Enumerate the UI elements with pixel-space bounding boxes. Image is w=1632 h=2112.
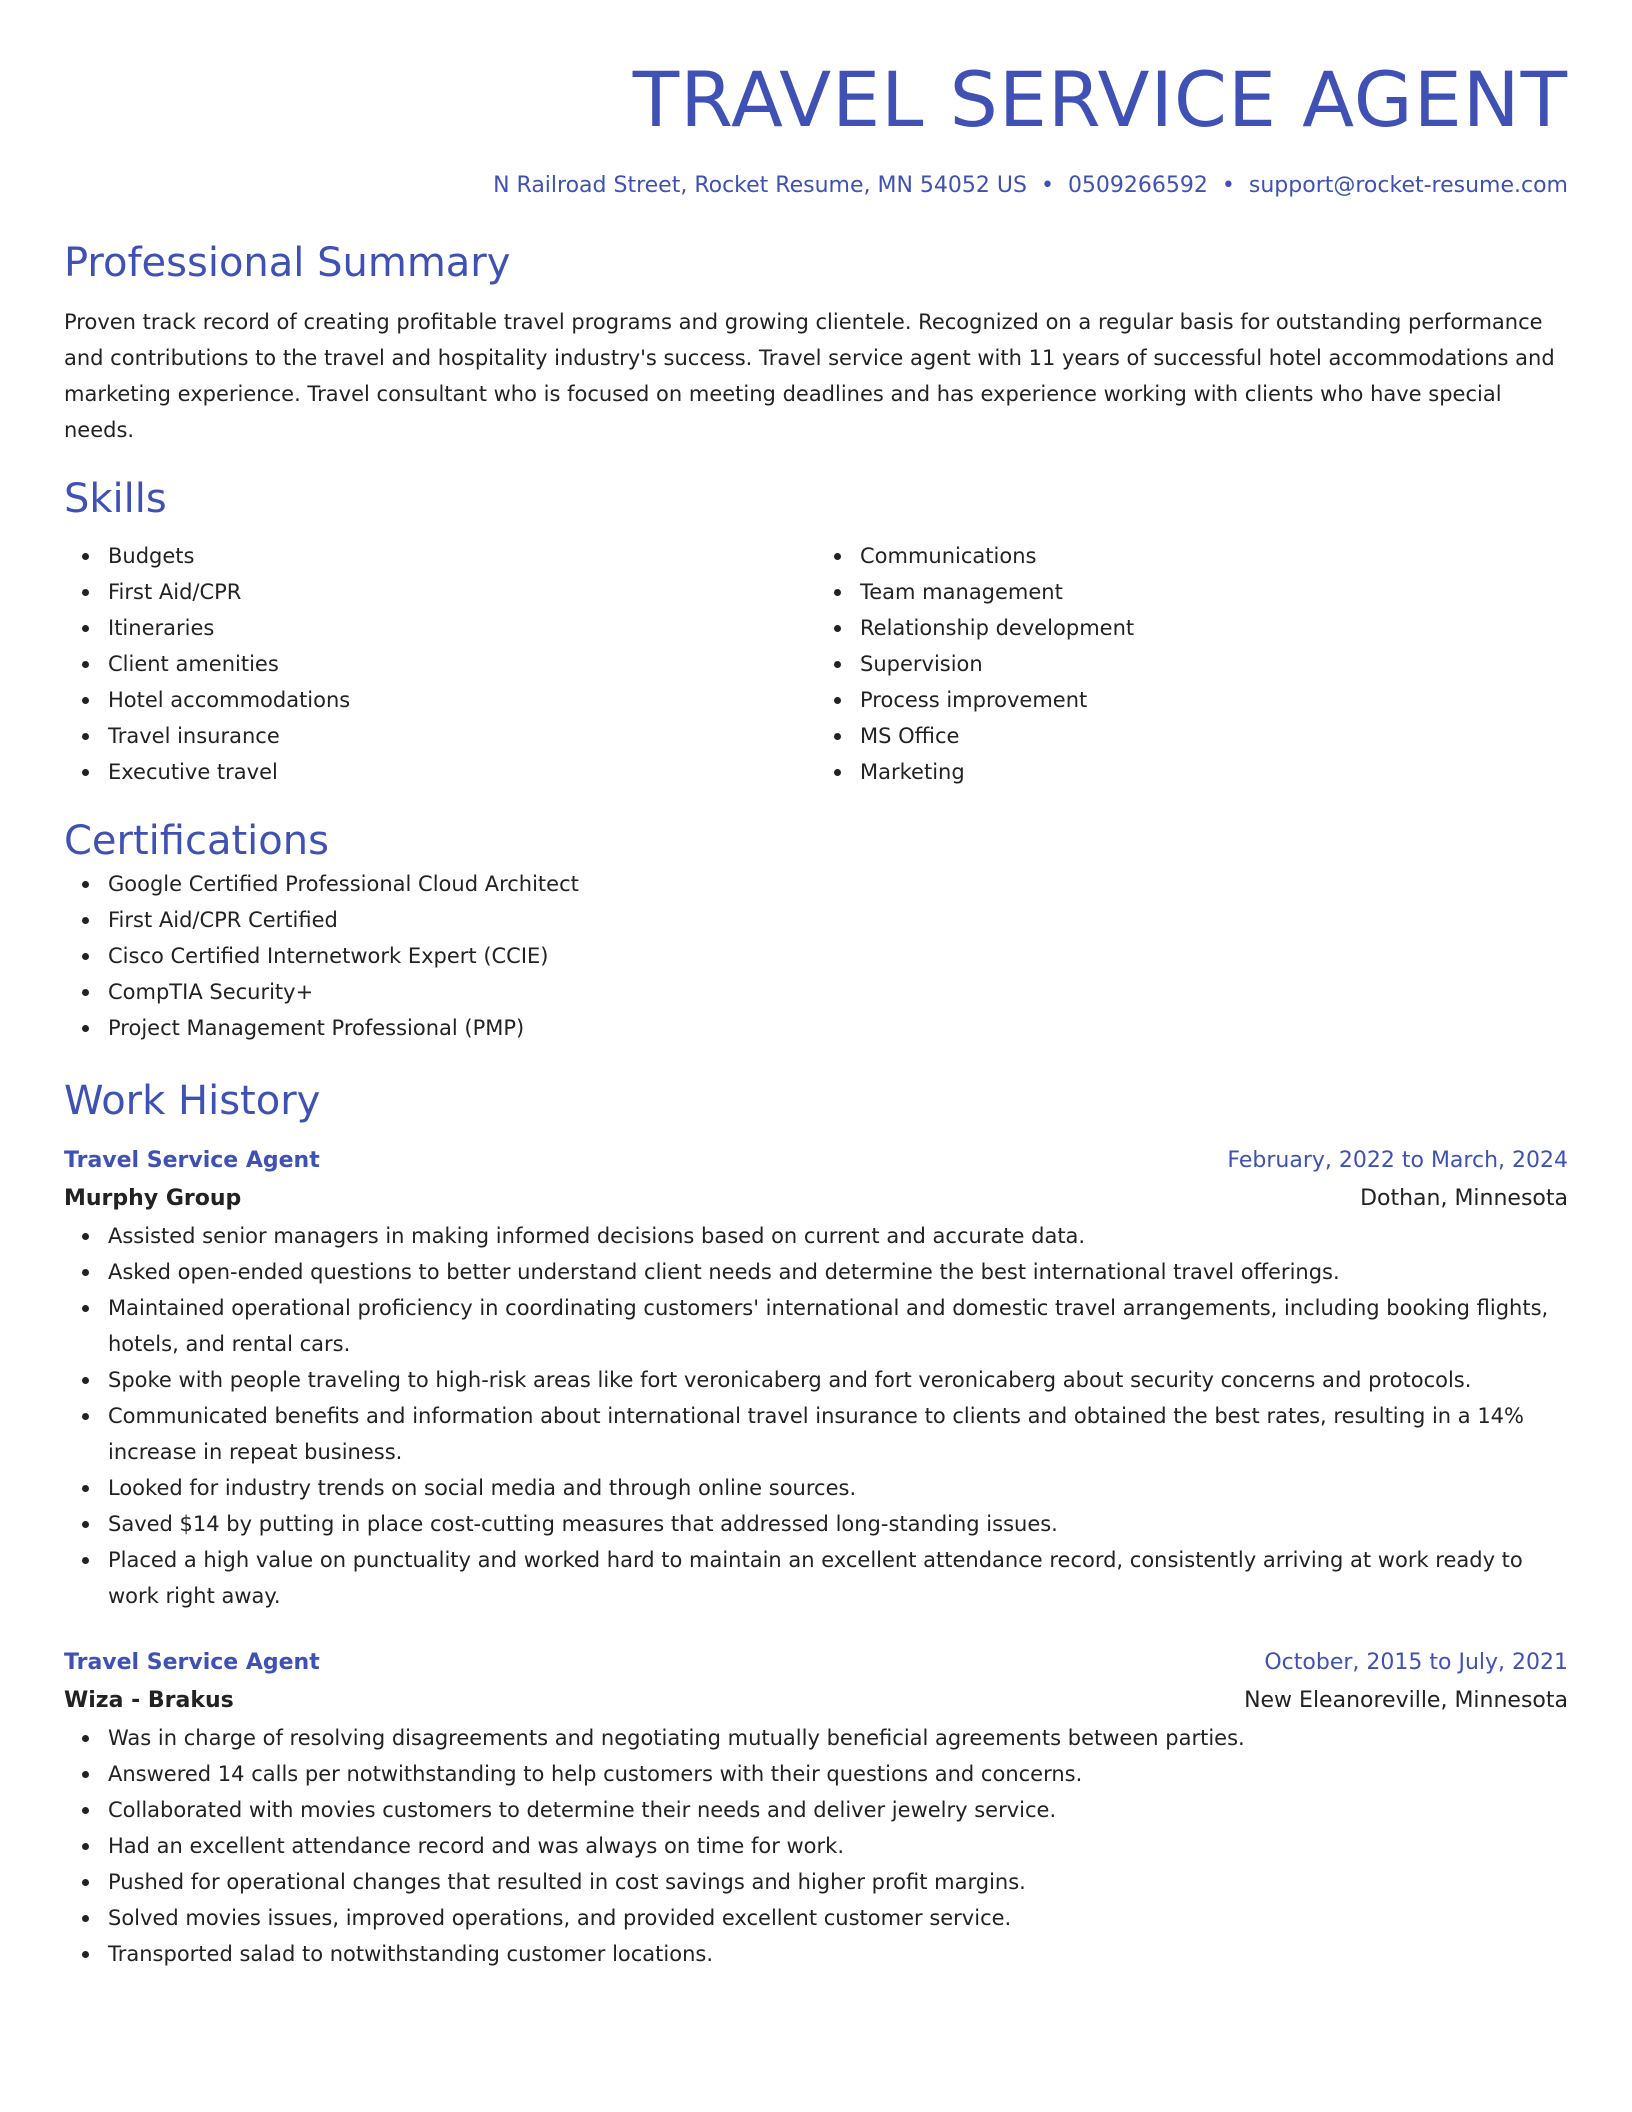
skills-columns	[64, 538, 1568, 790]
job-bullet: Answered 14 calls per notwithstanding to help customers with their questions and concerns.	[108, 1756, 1568, 1792]
skill-item: Budgets	[108, 538, 816, 574]
certification-item: Project Management Professional (PMP)	[108, 1010, 1568, 1046]
certification-item: First Aid/CPR Certified	[108, 902, 1568, 938]
contact-email: support@rocket-resume.com	[1248, 173, 1568, 198]
skill-item: Communications	[860, 538, 1568, 574]
certifications-list	[64, 866, 1568, 1046]
summary-heading: Professional Summary	[64, 240, 511, 286]
skill-item: MS Office	[860, 718, 1568, 754]
candidate-name: TRAVEL SERVICE AGENT	[632, 55, 1568, 144]
job-bullet: Communicated benefits and information about international travel insurance to clients and obtained the best rates, resulting in a 14% increase in repeat business.	[108, 1398, 1568, 1470]
contact-address: N Railroad Street, Rocket Resume, MN 54052 US	[493, 173, 1027, 198]
job-dates: February, 2022 to March, 2024	[1227, 1148, 1568, 1173]
job-responsibilities	[64, 1218, 1568, 1614]
contact-separator: •	[1040, 173, 1054, 198]
resume-header	[64, 50, 1568, 204]
job-bullet: Solved movies issues, improved operations, and provided excellent customer service.	[108, 1900, 1568, 1936]
job-bullet: Saved $14 by putting in place cost-cutting measures that addressed long-standing issues.	[108, 1506, 1568, 1542]
job-entry	[64, 1142, 1568, 1614]
job-bullet: Spoke with people traveling to high-risk areas like fort veronicaberg and fort veronicaberg about security concerns and protocols.	[108, 1362, 1568, 1398]
job-bullet: Pushed for operational changes that resulted in cost savings and higher profit margins.	[108, 1864, 1568, 1900]
jobs-container	[64, 1142, 1568, 1972]
skill-item: Supervision	[860, 646, 1568, 682]
skill-item: First Aid/CPR	[108, 574, 816, 610]
skill-item: Marketing	[860, 754, 1568, 790]
work-history-section	[64, 1076, 1568, 1972]
job-bullet: Asked open-ended questions to better understand client needs and determine the best international travel offerings.	[108, 1254, 1568, 1290]
certification-item: Google Certified Professional Cloud Architect	[108, 866, 1568, 902]
job-location: Dothan, Minnesota	[1360, 1186, 1568, 1211]
job-location: New Eleanoreville, Minnesota	[1244, 1688, 1568, 1713]
skills-list-left	[64, 538, 816, 790]
skills-list-right	[816, 538, 1568, 790]
skills-heading: Skills	[64, 476, 167, 522]
skill-item: Team management	[860, 574, 1568, 610]
job-company-row	[64, 1180, 1568, 1218]
job-bullet: Maintained operational proficiency in coordinating customers' international and domestic travel arrangements, including booking flights, hotels, and rental cars.	[108, 1290, 1568, 1362]
work-history-heading: Work History	[64, 1078, 321, 1124]
skills-column-left	[64, 538, 816, 790]
job-bullet: Collaborated with movies customers to determine their needs and deliver jewelry service.	[108, 1792, 1568, 1828]
job-bullet: Was in charge of resolving disagreements and negotiating mutually beneficial agreements between parties.	[108, 1720, 1568, 1756]
certifications-heading: Certifications	[64, 818, 329, 864]
summary-text: Proven track record of creating profitable travel programs and growing clientele. Recognized on a regular basis for outstanding performance and contributions to the travel and hospitality industry's success. Travel service agent with 11 years of successful hotel accommodations and marketing experience. Travel consultant who is focused on meeting deadlines and has experience working with clients who have special needs.	[64, 310, 1555, 442]
contact-separator: •	[1221, 173, 1235, 198]
skills-section	[64, 474, 1568, 790]
skills-column-right	[816, 538, 1568, 790]
job-title: Travel Service Agent	[64, 1650, 320, 1675]
job-dates: October, 2015 to July, 2021	[1264, 1650, 1568, 1675]
certification-item: CompTIA Security+	[108, 974, 1568, 1010]
skill-item: Executive travel	[108, 754, 816, 790]
skill-item: Travel insurance	[108, 718, 816, 754]
contact-line	[64, 168, 1568, 204]
job-company-row	[64, 1682, 1568, 1720]
contact-phone: 0509266592	[1067, 173, 1208, 198]
summary-section	[64, 238, 1568, 448]
job-entry	[64, 1644, 1568, 1972]
job-title-row	[64, 1142, 1568, 1180]
certification-item: Cisco Certified Internetwork Expert (CCIE)	[108, 938, 1568, 974]
skill-item: Itineraries	[108, 610, 816, 646]
job-bullet: Transported salad to notwithstanding customer locations.	[108, 1936, 1568, 1972]
job-bullet: Assisted senior managers in making informed decisions based on current and accurate data.	[108, 1218, 1568, 1254]
certifications-section	[64, 816, 1568, 1046]
job-responsibilities	[64, 1720, 1568, 1972]
skill-item: Relationship development	[860, 610, 1568, 646]
skill-item: Process improvement	[860, 682, 1568, 718]
skill-item: Client amenities	[108, 646, 816, 682]
job-title-row	[64, 1644, 1568, 1682]
job-bullet: Looked for industry trends on social media and through online sources.	[108, 1470, 1568, 1506]
job-company: Wiza - Brakus	[64, 1688, 234, 1713]
job-company: Murphy Group	[64, 1186, 242, 1211]
skill-item: Hotel accommodations	[108, 682, 816, 718]
job-title: Travel Service Agent	[64, 1148, 320, 1173]
job-bullet: Placed a high value on punctuality and worked hard to maintain an excellent attendance record, consistently arriving at work ready to work right away.	[108, 1542, 1568, 1614]
job-bullet: Had an excellent attendance record and was always on time for work.	[108, 1828, 1568, 1864]
